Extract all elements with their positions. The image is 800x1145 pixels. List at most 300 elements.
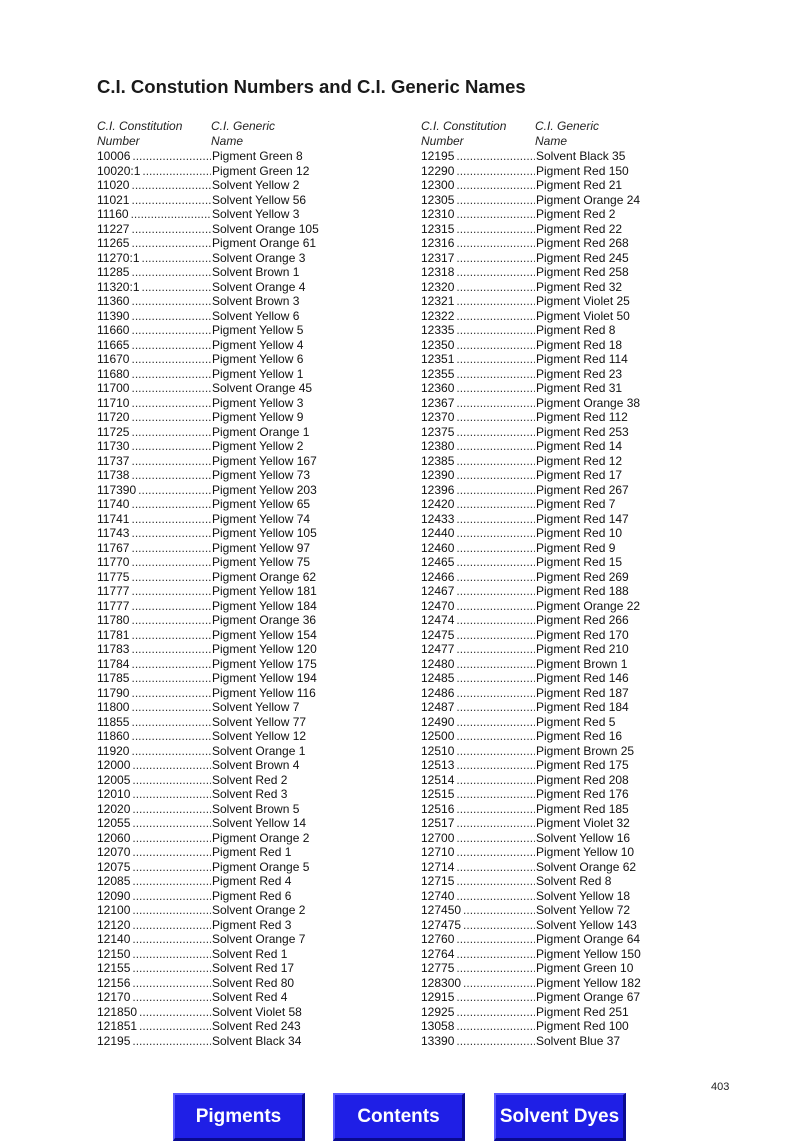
constitution-number: 12156 — [97, 975, 131, 990]
index-row — [421, 454, 681, 469]
right-index-column — [421, 119, 681, 1048]
index-row — [97, 1034, 357, 1049]
index-row — [97, 164, 357, 179]
constitution-number: 12925 — [421, 1004, 455, 1019]
dot-leader — [131, 555, 211, 570]
generic-name: Solvent Red 1 — [212, 946, 288, 961]
dot-leader — [142, 251, 212, 266]
generic-name: Pigment Green 12 — [212, 163, 310, 178]
constitution-number: 12335 — [421, 323, 455, 337]
dot-leader — [456, 149, 535, 164]
index-row — [421, 715, 681, 730]
index-row — [97, 845, 357, 860]
constitution-number-cell — [421, 555, 535, 570]
constitution-number: 12020 — [97, 801, 131, 816]
dot-leader — [456, 439, 535, 454]
generic-name: Pigment Yellow 150 — [536, 946, 641, 961]
constitution-number: 11781 — [97, 627, 130, 642]
index-row — [97, 570, 357, 585]
constitution-number-cell — [97, 932, 211, 947]
generic-name: Solvent Brown 3 — [212, 294, 300, 308]
dot-leader — [142, 280, 212, 295]
index-row — [421, 555, 681, 570]
constitution-number-cell — [421, 932, 535, 947]
index-row — [421, 497, 681, 512]
constitution-number-cell — [97, 309, 211, 324]
number-header: C.I. Constitution Number — [421, 119, 507, 148]
constitution-number: 12514 — [421, 772, 455, 787]
index-row — [97, 1019, 357, 1034]
constitution-number: 12355 — [421, 366, 455, 381]
dot-leader — [456, 613, 535, 628]
generic-name: Pigment Violet 50 — [536, 308, 630, 323]
generic-name: Pigment Yellow 74 — [212, 511, 311, 526]
dot-leader — [131, 715, 211, 730]
generic-name: Solvent Orange 62 — [536, 859, 637, 874]
constitution-number: 11265 — [97, 236, 130, 250]
generic-name: Solvent Red 3 — [212, 787, 288, 801]
dot-leader — [456, 787, 535, 802]
index-row — [97, 541, 357, 556]
index-row — [97, 686, 357, 701]
dot-leader — [131, 613, 211, 628]
index-row — [421, 831, 681, 846]
dot-leader — [132, 1034, 211, 1049]
constitution-number-cell — [97, 251, 211, 266]
constitution-number-cell — [421, 164, 535, 179]
generic-name: Solvent Red 80 — [212, 975, 295, 990]
generic-name: Solvent Blue 37 — [536, 1033, 621, 1048]
index-row — [421, 1005, 681, 1020]
constitution-number-cell — [97, 657, 211, 672]
constitution-number-cell — [421, 613, 535, 628]
constitution-number: 12090 — [97, 888, 131, 903]
index-row — [421, 903, 681, 918]
constitution-number-cell — [97, 889, 211, 904]
constitution-number: 12085 — [97, 874, 131, 888]
dot-leader — [456, 367, 535, 382]
dot-leader — [132, 947, 211, 962]
index-row — [421, 671, 681, 686]
generic-name: Pigment Red 31 — [536, 381, 623, 395]
constitution-number-cell — [421, 831, 535, 846]
generic-name: Pigment Yellow 154 — [212, 627, 317, 642]
dot-leader — [131, 381, 211, 396]
index-row — [421, 860, 681, 875]
index-row — [97, 309, 357, 324]
generic-name: Pigment Red 2 — [536, 207, 616, 221]
generic-name: Pigment Yellow 73 — [212, 468, 311, 482]
constitution-number: 11160 — [97, 207, 129, 221]
constitution-number-cell — [97, 483, 211, 498]
dot-leader — [131, 468, 211, 483]
dot-leader — [131, 628, 211, 643]
constitution-number-cell — [97, 700, 211, 715]
constitution-number-cell — [97, 207, 211, 222]
dot-leader — [456, 483, 535, 498]
dot-leader — [456, 193, 535, 208]
dot-leader — [456, 874, 535, 889]
dot-leader — [132, 874, 211, 889]
index-row — [97, 207, 357, 222]
generic-name: Pigment Red 208 — [536, 772, 629, 787]
constitution-number: 12195 — [421, 149, 455, 163]
generic-name: Pigment Yellow 75 — [212, 555, 311, 569]
generic-name: Pigment Violet 32 — [536, 816, 630, 830]
constitution-number: 121851 — [97, 1019, 138, 1033]
constitution-number: 11800 — [97, 700, 130, 714]
constitution-number-cell — [421, 512, 535, 527]
dot-leader — [456, 222, 535, 237]
column-header — [421, 119, 681, 149]
index-row — [421, 570, 681, 585]
constitution-number-cell — [421, 1019, 535, 1034]
constitution-number-cell — [421, 352, 535, 367]
dot-leader — [456, 860, 535, 875]
constitution-number-cell — [97, 425, 211, 440]
constitution-number-cell — [421, 1005, 535, 1020]
index-row — [421, 381, 681, 396]
constitution-number: 12055 — [97, 816, 131, 830]
dot-leader — [456, 802, 535, 817]
constitution-number: 11780 — [97, 613, 130, 627]
generic-name: Pigment Orange 38 — [536, 395, 641, 410]
index-row — [421, 265, 681, 280]
constitution-number: 11360 — [97, 294, 130, 308]
index-row — [421, 251, 681, 266]
generic-name: Pigment Red 17 — [536, 468, 623, 482]
constitution-number-cell — [421, 874, 535, 889]
dot-leader — [131, 570, 211, 585]
constitution-number-cell — [97, 729, 211, 744]
generic-name: Pigment Red 176 — [536, 787, 629, 801]
constitution-number-cell — [421, 889, 535, 904]
constitution-number: 11700 — [97, 381, 130, 395]
constitution-number-cell — [97, 193, 211, 208]
index-row — [421, 526, 681, 541]
constitution-number-cell — [421, 961, 535, 976]
generic-name: Solvent Yellow 2 — [212, 178, 300, 192]
constitution-number-cell — [97, 381, 211, 396]
dot-leader — [131, 671, 211, 686]
generic-name: Solvent Yellow 18 — [536, 888, 631, 903]
index-row — [421, 425, 681, 440]
constitution-number: 12714 — [421, 859, 455, 874]
constitution-number-cell — [421, 700, 535, 715]
constitution-number-cell — [97, 352, 211, 367]
contents-button[interactable]: Contents — [333, 1093, 465, 1141]
constitution-number: 12485 — [421, 671, 455, 685]
constitution-number: 12010 — [97, 787, 131, 801]
generic-name: Solvent Yellow 7 — [212, 700, 300, 714]
dot-leader — [456, 628, 535, 643]
index-row — [97, 918, 357, 933]
dot-leader — [131, 700, 211, 715]
constitution-number-cell — [97, 845, 211, 860]
constitution-number: 11738 — [97, 468, 130, 482]
dot-leader — [456, 816, 535, 831]
constitution-number-cell — [421, 990, 535, 1005]
index-row — [421, 352, 681, 367]
index-row — [421, 236, 681, 251]
generic-name: Pigment Yellow 1 — [212, 366, 304, 381]
constitution-number: 12390 — [421, 468, 455, 482]
index-row — [97, 396, 357, 411]
dot-leader — [138, 483, 211, 498]
dot-leader — [131, 309, 211, 324]
generic-name: Pigment Red 1 — [212, 845, 292, 859]
generic-name: Pigment Yellow 6 — [212, 352, 304, 366]
constitution-number: 12290 — [421, 163, 455, 178]
constitution-number-cell — [97, 497, 211, 512]
generic-name: Pigment Red 8 — [536, 323, 616, 337]
index-row — [421, 744, 681, 759]
index-row — [97, 700, 357, 715]
index-row — [97, 236, 357, 251]
dot-leader — [456, 570, 535, 585]
constitution-number-cell — [97, 439, 211, 454]
constitution-number: 11770 — [97, 555, 130, 569]
constitution-number: 11710 — [97, 395, 130, 410]
constitution-number: 12775 — [421, 961, 455, 975]
index-row — [97, 381, 357, 396]
generic-name: Pigment Orange 2 — [212, 830, 310, 845]
generic-name: Pigment Red 185 — [536, 801, 629, 816]
index-row — [97, 758, 357, 773]
dot-leader — [131, 207, 211, 222]
dot-leader — [456, 642, 535, 657]
constitution-number-cell — [97, 367, 211, 382]
dot-leader — [456, 207, 535, 222]
index-row — [97, 352, 357, 367]
dot-leader — [456, 352, 535, 367]
dot-leader — [456, 584, 535, 599]
generic-name: Pigment Red 245 — [536, 250, 629, 265]
index-row — [421, 816, 681, 831]
constitution-number: 127475 — [421, 917, 462, 932]
dot-leader — [131, 454, 211, 469]
dot-leader — [456, 468, 535, 483]
constitution-number: 11021 — [97, 192, 130, 207]
constitution-number-cell — [421, 628, 535, 643]
constitution-number-cell — [97, 164, 211, 179]
constitution-number-cell — [97, 758, 211, 773]
generic-name: Pigment Yellow 116 — [212, 685, 316, 700]
generic-name: Pigment Yellow 65 — [212, 497, 311, 511]
index-row — [97, 657, 357, 672]
constitution-number-cell — [97, 526, 211, 541]
generic-name: Pigment Red 175 — [536, 758, 629, 772]
constitution-number: 12310 — [421, 207, 455, 221]
generic-name: Pigment Yellow 120 — [212, 642, 317, 656]
dot-leader — [131, 425, 211, 440]
constitution-number: 12322 — [421, 308, 455, 323]
index-row — [421, 468, 681, 483]
constitution-number: 11775 — [97, 569, 130, 584]
dot-leader — [131, 584, 211, 599]
generic-name: Solvent Red 17 — [212, 961, 295, 975]
constitution-number-cell — [421, 758, 535, 773]
constitution-number-cell — [97, 1005, 211, 1020]
constitution-number-cell — [97, 628, 211, 643]
dot-leader — [132, 845, 211, 860]
index-row — [97, 251, 357, 266]
generic-name: Pigment Orange 5 — [212, 859, 310, 874]
generic-name: Solvent Yellow 77 — [212, 714, 307, 729]
constitution-number-cell — [421, 193, 535, 208]
index-row — [421, 541, 681, 556]
generic-name: Solvent Red 2 — [212, 772, 288, 787]
constitution-number-cell — [421, 671, 535, 686]
constitution-number-cell — [97, 874, 211, 889]
generic-name: Pigment Yellow 9 — [212, 410, 304, 424]
dot-leader — [131, 526, 211, 541]
generic-name: Pigment Red 6 — [212, 888, 292, 903]
index-row — [421, 773, 681, 788]
index-row — [97, 744, 357, 759]
generic-name: Pigment Orange 62 — [212, 569, 317, 584]
constitution-number: 11270:1 — [97, 250, 140, 265]
constitution-number: 12195 — [97, 1033, 131, 1048]
constitution-number: 11227 — [97, 221, 130, 236]
index-row — [97, 947, 357, 962]
dot-leader — [456, 1034, 535, 1049]
constitution-number-cell — [97, 599, 211, 614]
pigments-button[interactable]: Pigments — [173, 1093, 305, 1141]
index-row — [97, 816, 357, 831]
dot-leader — [456, 729, 535, 744]
index-row — [97, 976, 357, 991]
constitution-number-cell — [421, 483, 535, 498]
index-row — [421, 918, 681, 933]
constitution-number-cell — [97, 1034, 211, 1049]
constitution-number-cell — [97, 410, 211, 425]
dot-leader — [139, 1019, 211, 1034]
constitution-number-cell — [97, 222, 211, 237]
generic-name: Pigment Red 10 — [536, 526, 623, 540]
dot-leader — [456, 323, 535, 338]
index-row — [97, 802, 357, 817]
constitution-number: 11730 — [97, 439, 130, 453]
constitution-number: 12433 — [421, 511, 455, 526]
index-row — [97, 903, 357, 918]
constitution-number: 11860 — [97, 729, 130, 743]
constitution-number: 12510 — [421, 743, 455, 758]
name-header: C.I. Generic Name — [211, 119, 276, 148]
index-row — [97, 990, 357, 1005]
constitution-number-cell — [97, 918, 211, 933]
dot-leader — [456, 671, 535, 686]
dot-leader — [456, 831, 535, 846]
index-row — [421, 599, 681, 614]
dot-leader — [456, 990, 535, 1005]
constitution-number-cell — [421, 454, 535, 469]
generic-name: Pigment Red 9 — [536, 540, 616, 555]
constitution-number: 12005 — [97, 772, 131, 787]
constitution-number-cell — [421, 802, 535, 817]
constitution-number: 128300 — [421, 975, 462, 990]
constitution-number: 121850 — [97, 1004, 138, 1019]
constitution-number: 11767 — [97, 540, 130, 555]
constitution-number: 12440 — [421, 526, 455, 540]
constitution-number-cell — [421, 1034, 535, 1049]
constitution-number-cell — [97, 671, 211, 686]
index-row — [97, 439, 357, 454]
dot-leader — [131, 396, 211, 411]
constitution-number: 12000 — [97, 758, 131, 772]
index-row — [421, 396, 681, 411]
constitution-number: 12915 — [421, 990, 455, 1004]
solvent-dyes-button[interactable]: Solvent Dyes — [494, 1093, 626, 1141]
dot-leader — [456, 381, 535, 396]
constitution-number: 12700 — [421, 830, 455, 845]
generic-name: Pigment Yellow 181 — [212, 584, 317, 598]
generic-name: Pigment Red 23 — [536, 366, 623, 381]
constitution-number: 12300 — [421, 178, 455, 192]
index-row — [421, 642, 681, 657]
generic-name: Pigment Orange 24 — [536, 192, 641, 207]
constitution-number: 13058 — [421, 1019, 455, 1033]
generic-name: Pigment Red 267 — [536, 482, 629, 497]
constitution-number: 11665 — [97, 337, 130, 352]
index-row — [421, 990, 681, 1005]
constitution-number-cell — [421, 744, 535, 759]
constitution-number: 11741 — [97, 511, 130, 526]
constitution-number: 12070 — [97, 845, 131, 859]
constitution-number-cell — [97, 468, 211, 483]
constitution-number-cell — [97, 961, 211, 976]
index-row — [421, 686, 681, 701]
dot-leader — [132, 149, 211, 164]
dot-leader — [456, 178, 535, 193]
generic-name: Pigment Orange 36 — [212, 613, 317, 627]
constitution-number: 12375 — [421, 424, 455, 439]
constitution-number: 11737 — [97, 453, 130, 468]
generic-name: Pigment Brown 25 — [536, 743, 635, 758]
generic-name: Pigment Yellow 167 — [212, 453, 317, 468]
dot-leader — [456, 715, 535, 730]
dot-leader — [456, 657, 535, 672]
constitution-number: 12360 — [421, 381, 455, 395]
dot-leader — [456, 164, 535, 179]
constitution-number: 12315 — [421, 221, 455, 236]
generic-name: Pigment Yellow 182 — [536, 975, 641, 990]
constitution-number-cell — [421, 860, 535, 875]
index-row — [97, 483, 357, 498]
generic-name: Pigment Red 5 — [536, 714, 616, 729]
generic-name: Pigment Yellow 105 — [212, 526, 317, 540]
dot-leader — [456, 599, 535, 614]
index-row — [421, 367, 681, 382]
dot-leader — [456, 686, 535, 701]
dot-leader — [456, 889, 535, 904]
dot-leader — [456, 425, 535, 440]
index-row — [421, 193, 681, 208]
constitution-number: 11777 — [97, 584, 130, 598]
dot-leader — [132, 802, 211, 817]
dot-leader — [456, 1019, 535, 1034]
generic-name: Pigment Red 100 — [536, 1019, 629, 1033]
index-row — [421, 280, 681, 295]
generic-name: Pigment Brown 1 — [536, 656, 628, 671]
index-row — [97, 497, 357, 512]
dot-leader — [131, 642, 211, 657]
constitution-number-cell — [97, 831, 211, 846]
constitution-number: 12150 — [97, 946, 131, 961]
index-row — [97, 628, 357, 643]
dot-leader — [131, 193, 211, 208]
index-row — [421, 584, 681, 599]
